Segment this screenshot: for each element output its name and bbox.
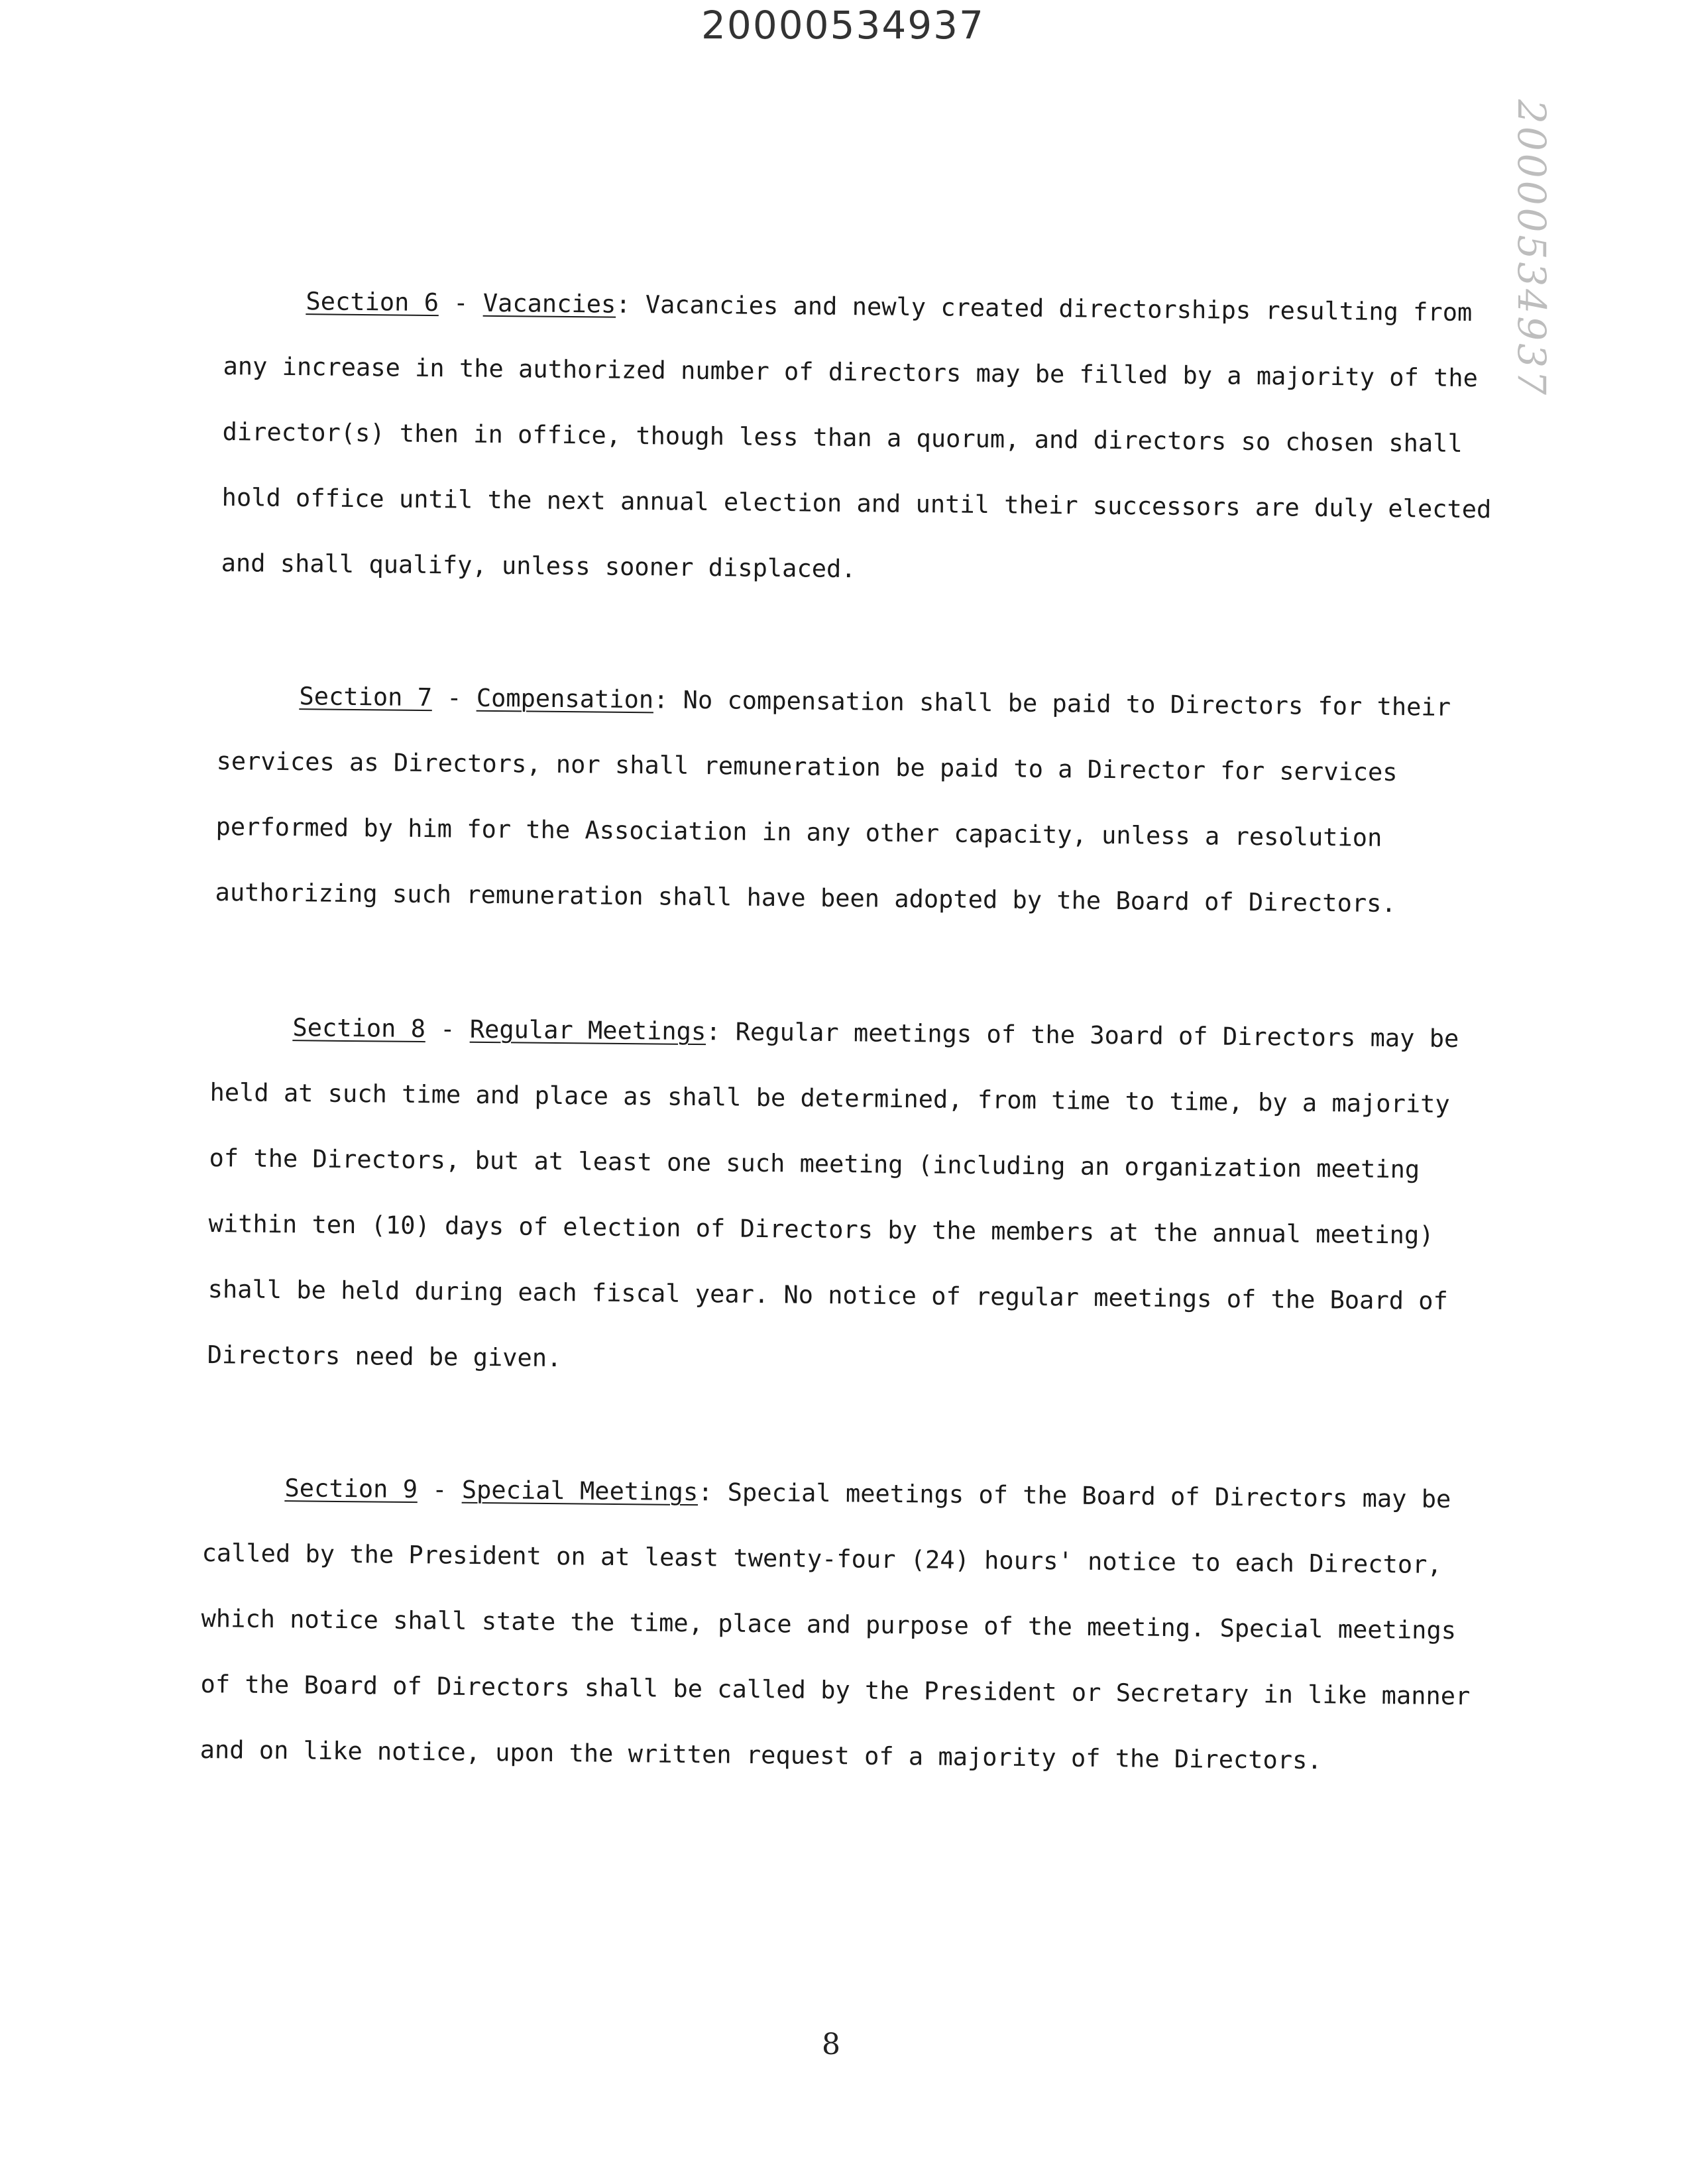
section-6-title: Vacancies xyxy=(482,288,616,319)
section-6-line: any increase in the authorized number of directors may be filled by a majority of the xyxy=(223,351,1479,393)
section-6-line: and shall qualify, unless sooner displaced. xyxy=(221,548,856,584)
section-8-lead-text: : Regular meetings of the 3oard of Directors may be xyxy=(706,1017,1459,1054)
page-number: 8 xyxy=(822,2028,840,2061)
section-8-line: of the Directors, but at least one such meeting (including an organization meeting xyxy=(209,1143,1420,1184)
section-7-line: services as Directors, nor shall remuneration be paid to a Director for services xyxy=(216,746,1398,787)
section-9 xyxy=(199,1454,1472,1794)
section-6-number: Section 6 xyxy=(306,287,439,317)
section-7-title: Compensation xyxy=(476,683,654,714)
section-9-line: which notice shall state the time, place and purpose of the meeting. Special meetings xyxy=(201,1604,1457,1645)
document-number: 20000534937 xyxy=(701,3,985,48)
section-9-number: Section 9 xyxy=(284,1474,418,1504)
section-8-line: shall be held during each fiscal year. No notice of regular meetings of the Board of xyxy=(207,1274,1449,1315)
section-8-line: within ten (10) days of election of Directors by the members at the annual meeting) xyxy=(208,1209,1434,1250)
section-9-line: and on like notice, upon the written request of a majority of the Directors. xyxy=(199,1735,1322,1775)
section-7 xyxy=(215,663,1451,937)
section-7-first-line: Section 7 - Compensation: No compensation shall be paid to Directors for their xyxy=(299,682,1451,722)
section-6-line: hold office until the next annual election and until their successors are duly elected xyxy=(221,482,1492,524)
section-6-lead-text: : Vacancies and newly created directorships resulting from xyxy=(616,290,1473,327)
section-8-line: held at such time and place as shall be determined, from time to time, by a majority xyxy=(209,1077,1450,1119)
section-6-line: director(s) then in office, though less than a quorum, and directors so chosen shall xyxy=(222,417,1463,458)
section-8-line: Directors need be given. xyxy=(207,1340,562,1373)
section-8-first-line: Section 8 - Regular Meetings: Regular meetings of the 3oard of Directors may be xyxy=(292,1013,1459,1054)
section-7-lead-text: : No compensation shall be paid to Directors for their xyxy=(653,685,1451,722)
section-6 xyxy=(221,268,1493,608)
section-7-line: performed by him for the Association in any other capacity, unless a resolution xyxy=(215,812,1382,852)
section-9-first-line: Section 9 - Special Meetings: Special meetings of the Board of Directors may be xyxy=(284,1474,1451,1514)
section-9-title: Special Meetings xyxy=(461,1475,699,1507)
section-9-line: called by the President on at least twenty-four (24) hours' notice to each Director, xyxy=(201,1538,1442,1579)
section-7-line: authorizing such remuneration shall have been adopted by the Board of Directors. xyxy=(215,877,1396,918)
section-7-number: Section 7 xyxy=(299,682,433,712)
section-9-lead-text: : Special meetings of the Board of Directors may be xyxy=(698,1478,1451,1514)
section-6-first-line: Section 6 - Vacancies: Vacancies and newly created directorships resulting from xyxy=(306,287,1473,327)
side-stamp: 20000534937 xyxy=(1509,99,1554,398)
section-8-number: Section 8 xyxy=(292,1013,426,1044)
section-8-title: Regular Meetings xyxy=(469,1014,706,1046)
section-8 xyxy=(207,994,1459,1399)
section-9-line: of the Board of Directors shall be called by the President or Secretary in like manner xyxy=(200,1669,1471,1711)
